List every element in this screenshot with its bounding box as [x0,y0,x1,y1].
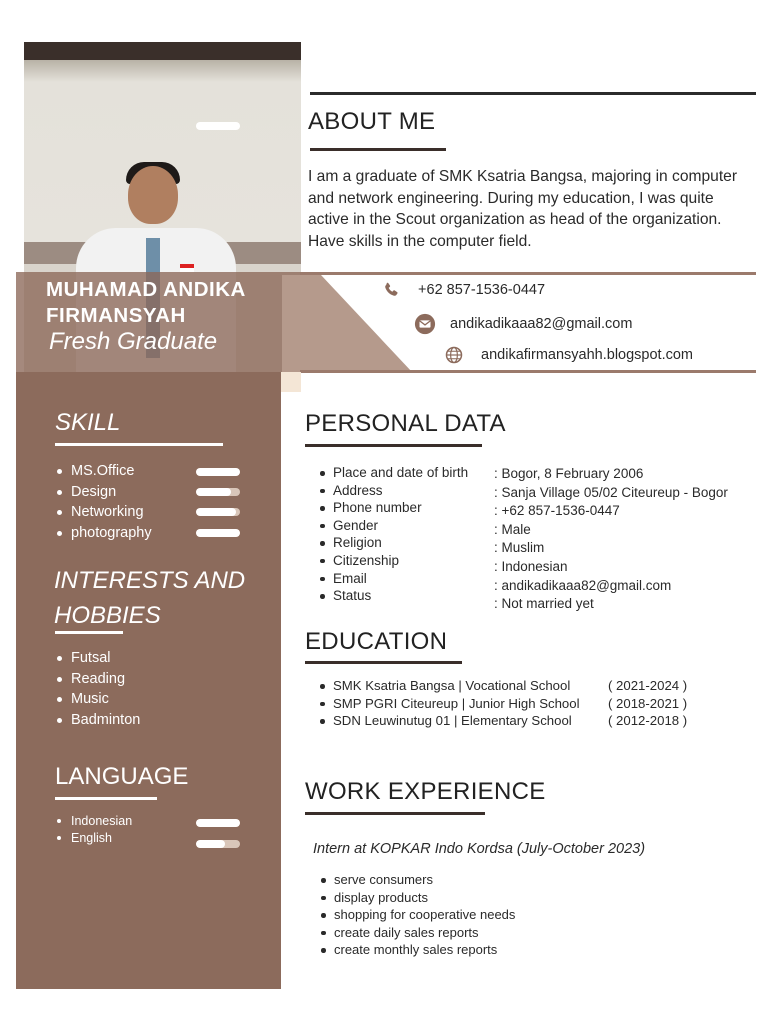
contact-website [445,346,693,364]
personal-value: : andikadikaaa82@gmail.com [494,577,672,593]
education-year: ( 2012-2018 ) [608,713,688,729]
education-schools [319,677,604,730]
language-heading: LANGUAGE [55,763,189,790]
contact-email [414,313,632,335]
phone-text: +62 857-1536-0447 [418,281,546,298]
skill-list [55,461,195,543]
work-task: create monthly sales reports [320,941,620,959]
profile-title: Fresh Graduate [49,328,218,355]
personal-value: : Bogor, 8 February 2006 [494,466,644,481]
about-underline [310,148,446,151]
interests-underline [55,631,123,634]
interest-item: Badminton [55,710,255,731]
website-text: andikafirmansyahh.blogspot.com [481,346,694,363]
education-year: ( 2021-2024 ) [608,678,688,693]
photo-edge-strip [281,372,301,392]
skill-level-bar [196,468,240,476]
skill-heading: SKILL [55,409,121,436]
education-school: SMP PGRI Citeureup | Junior High School [319,695,604,713]
skill-item: photography [55,523,195,544]
interest-item: Music [55,689,255,710]
about-text: I am a graduate of SMK Ksatria Bangsa, majoring in computer and network engineering. During my education, I was quite active in the Scout organization as head of the organization. Have skills in the computer field. [308,168,738,250]
interest-item: Futsal [55,648,255,669]
language-item: English [55,830,195,847]
personal-underline [305,444,482,447]
name-line-2: FIRMANSYAH [46,304,186,327]
skill-item: Networking [55,502,195,523]
education-school: SDN Leuwinutug 01 | Elementary School [319,712,604,730]
personal-value: : Not married yet [494,596,594,612]
name-line-1: MUHAMAD ANDIKA [46,278,246,301]
education-years [608,677,718,730]
top-divider [310,92,756,95]
skill-item: MS.Office [55,461,195,482]
education-school: SMK Ksatria Bangsa | Vocational School [319,677,604,695]
language-level-bar [196,819,240,827]
interests-heading [54,563,245,633]
personal-label: Place and date of birth [319,464,489,482]
work-task: serve consumers [320,871,620,889]
skill-underline [55,443,223,446]
personal-values [494,465,754,614]
skill-item: Design [55,482,195,503]
skill-level-bar [196,529,240,537]
personal-value: : Muslim [494,540,545,556]
education-underline [305,661,462,664]
interests-heading-line-1: INTERESTS AND [54,567,246,594]
personal-label: Gender [319,517,489,535]
work-tasks [320,871,620,959]
work-position: Intern at KOPKAR Indo Kordsa (July-October 2023) [313,841,646,857]
personal-value: : Male [494,521,531,537]
skill-level-bar [196,488,240,496]
personal-value: : Indonesian [494,558,568,574]
personal-label: Phone number [319,499,489,517]
personal-label: Email [319,570,489,588]
personal-label: Citizenship [319,552,489,570]
work-task: display products [320,889,620,907]
education-year: ( 2018-2021 ) [608,695,688,711]
globe-icon [445,346,463,364]
email-icon [414,313,436,335]
work-underline [305,812,485,815]
interests-heading-line-2: HOBBIES [54,602,161,629]
language-list [55,813,195,847]
education-heading: EDUCATION [305,628,448,655]
contact-phone [382,281,545,299]
contact-bottom-divider [300,370,756,373]
personal-label: Address [319,482,489,500]
interests-list [55,648,255,730]
phone-icon [382,281,400,299]
contact-top-divider [300,272,756,275]
personal-value: : +62 857-1536-0447 [494,503,620,519]
language-level-bar [196,840,240,848]
about-heading: ABOUT ME [308,108,436,135]
profile-name [46,277,246,329]
personal-label: Religion [319,534,489,552]
skill-level-bar [196,508,240,516]
language-item: Indonesian [55,813,195,830]
interest-item: Reading [55,669,255,690]
work-heading: WORK EXPERIENCE [305,778,546,805]
personal-labels [319,464,489,605]
email-text: andikadikaaa82@gmail.com [450,315,633,332]
work-task: create daily sales reports [320,924,620,942]
personal-value: : Sanja Village 05/02 Citeureup - Bogor [494,484,728,500]
personal-heading: PERSONAL DATA [305,410,506,437]
work-task: shopping for cooperative needs [320,906,620,924]
personal-label: Status [319,587,489,605]
language-underline [55,797,157,800]
